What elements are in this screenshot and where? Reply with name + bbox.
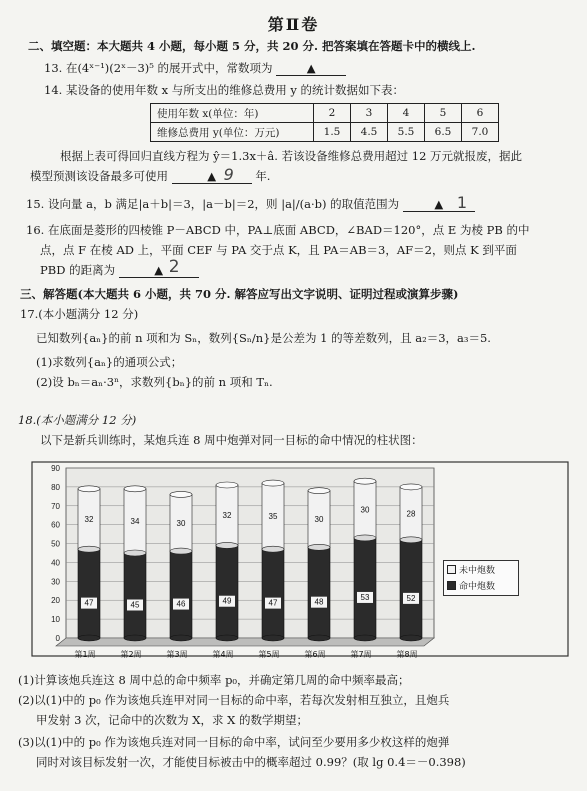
q14-text2: 根据上表可得回归直线方程为 ŷ＝1.3x＋â. 若该设备维修总费用超过 12 万元就报废，据此 — [60, 149, 523, 163]
x-tick-label: 第2周 — [120, 650, 142, 658]
bar-hit — [354, 538, 376, 638]
q14-table — [150, 103, 499, 142]
q18-part3b: 同时对该目标发射一次，才能使目标被击中的概率超过 0.99？(取 lg 0.4＝－0.398) — [36, 755, 466, 769]
data-label-hit: 52 — [406, 593, 416, 603]
q14-row1-label: 使用年数 x(单位：年) — [151, 104, 314, 123]
q14-table-row-years — [151, 104, 499, 123]
bar-hit-base — [170, 635, 192, 641]
bar-hit — [216, 545, 238, 638]
data-label-miss: 32 — [222, 511, 232, 521]
chart-legend — [443, 560, 519, 596]
q14-row2-label: 维修总费用 y(单位：万元) — [151, 123, 314, 142]
x-tick-label: 第6周 — [304, 650, 326, 658]
data-label-miss: 35 — [268, 512, 278, 522]
q16-handwritten-answer: 2 — [168, 257, 180, 277]
bar-joint — [124, 550, 146, 556]
bar-joint — [78, 546, 100, 552]
q13-answer-blank — [276, 61, 346, 76]
data-label-miss: 28 — [406, 509, 416, 519]
q14-cell: 3 — [351, 104, 388, 123]
legend-swatch-miss — [447, 565, 456, 574]
data-label-miss: 34 — [130, 516, 140, 526]
x-tick-label: 第5周 — [258, 650, 280, 658]
bar-hit — [124, 553, 146, 638]
q17-line3: (2)设 bₙ＝aₙ·3ⁿ，求数列{bₙ}的前 n 项和 Tₙ. — [36, 375, 273, 389]
bar-hit — [170, 551, 192, 638]
bar-top — [262, 480, 284, 486]
x-tick-label: 第4周 — [212, 650, 234, 658]
y-tick-label: 0 — [55, 634, 60, 643]
bar-joint — [354, 535, 376, 541]
bar-hit-base — [262, 635, 284, 641]
y-tick-label: 70 — [51, 501, 60, 511]
q16-answer-blank — [119, 257, 199, 278]
bar-top — [216, 482, 238, 488]
q16-line3: PBD 的距离为 — [40, 263, 116, 277]
y-tick-label: 40 — [51, 558, 60, 568]
section2-heading: 二、填空题：本大题共 4 小题，每小题 5 分，共 20 分. 把答案填在答题卡中的横线上. — [28, 39, 476, 53]
q18-part2b: 甲发射 3 次，记命中的次数为 X，求 X 的数学期望； — [36, 713, 308, 727]
bar-hit-base — [354, 635, 376, 641]
bar-hit — [262, 549, 284, 638]
plot-area — [66, 468, 434, 638]
q18-intro: 以下是新兵训练时，某炮兵连 8 周中炮弹对同一目标的命中情况的柱状图： — [40, 433, 423, 447]
bar-joint — [170, 548, 192, 554]
bar-hit-base — [78, 635, 100, 641]
data-label-hit: 45 — [130, 600, 140, 610]
y-tick-label: 10 — [51, 615, 60, 625]
q15-handwritten-answer: 1 — [456, 193, 468, 212]
y-tick-label: 20 — [51, 596, 60, 606]
page-title: 第Ⅱ卷 — [267, 15, 320, 34]
data-label-miss: 30 — [176, 518, 186, 528]
x-tick-label: 第3周 — [166, 650, 188, 658]
legend-item-hit — [444, 577, 518, 593]
bar-hit-base — [308, 635, 330, 641]
q14-cell: 7.0 — [462, 123, 499, 142]
q14-cell: 6 — [462, 104, 499, 123]
q17-line1: 已知数列{aₙ}的前 n 项和为 Sₙ，数列{Sₙ/n}是公差为 1 的等差数列，且 a₂＝3，a₃＝5. — [36, 331, 491, 345]
q14-text: 14. 某设备的使用年数 x 与所支出的维修总费用 y 的统计数据如下表： — [44, 83, 405, 97]
data-label-hit: 46 — [176, 599, 186, 609]
bar-top — [170, 491, 192, 497]
q14-text3: 模型预测该设备最多可使用 — [30, 169, 168, 183]
q14-cell: 2 — [314, 104, 351, 123]
q14-answer-blank — [172, 165, 252, 184]
data-label-miss: 30 — [360, 505, 370, 515]
q15-text: 15. 设向量 a，b 满足|a＋b|＝3，|a－b|＝2，则 |a|/(a·b) 的取值范围为 — [26, 197, 400, 211]
bar-joint — [262, 546, 284, 552]
q16-answer: ▲ — [154, 263, 164, 277]
legend-label-hit: 命中炮数 — [459, 581, 496, 592]
q14-cell: 4.5 — [351, 123, 388, 142]
bar-top — [354, 478, 376, 484]
q18-part1: (1)计算该炮兵连这 8 周中总的命中频率 p₀，并确定第几周的命中频率最高； — [18, 673, 410, 687]
bar-hit-base — [400, 635, 422, 641]
data-label-miss: 32 — [84, 515, 94, 524]
q18-head: 18.(本小题满分 12 分) — [18, 413, 137, 427]
q13-text — [44, 60, 346, 76]
y-tick-label: 30 — [51, 577, 60, 587]
y-tick-label: 90 — [51, 464, 60, 473]
q14-cell: 5.5 — [388, 123, 425, 142]
q14-cell: 4 — [388, 104, 425, 123]
bar-hit-base — [216, 635, 238, 641]
bar-top — [308, 488, 330, 494]
q14-text4: 年. — [255, 169, 271, 183]
bar-chart — [30, 460, 572, 658]
data-label-hit: 48 — [314, 597, 324, 607]
q17-head: 17.(本小题满分 12 分) — [20, 307, 139, 321]
bar-joint — [400, 537, 422, 543]
bar-joint — [216, 542, 238, 548]
q16-line1: 16. 在底面是菱形的四棱锥 P－ABCD 中，PA⊥底面 ABCD，∠BAD＝120°，点 E 为棱 PB 的中 — [26, 223, 530, 237]
q18-part3a: (3)以(1)中的 p₀ 作为该炮兵连对同一目标的命中率，试问至少要用多少枚这样的炮弹 — [18, 735, 450, 749]
x-tick-label: 第7周 — [350, 650, 372, 658]
q14-cell: 5 — [425, 104, 462, 123]
bar-hit-base — [124, 635, 146, 641]
legend-item-miss — [444, 561, 518, 577]
q16-line2: 点，点 F 在棱 AD 上，平面 CEF 与 PA 交于点 K，且 PA＝AB＝3，AF＝2，则点 K 到平面 — [40, 243, 517, 257]
data-label-hit: 47 — [268, 598, 278, 608]
bar-hit — [308, 547, 330, 638]
q14-cell: 1.5 — [314, 123, 351, 142]
data-label-hit: 53 — [360, 592, 370, 602]
x-tick-label: 第1周 — [74, 650, 96, 658]
q15-line — [26, 193, 475, 212]
data-label-hit: 47 — [84, 598, 94, 608]
section3-heading: 三、解答题(本大题共 6 小题，共 70 分. 解答应写出文字说明、证明过程或演算步骤) — [20, 287, 459, 301]
bar-joint — [308, 544, 330, 550]
q14-handwritten-answer: 9 — [223, 165, 234, 184]
legend-label-miss: 未中炮数 — [459, 565, 496, 576]
chart-floor — [56, 638, 434, 646]
q13-answer: ▲ — [306, 61, 316, 75]
q15-answer: ▲ — [434, 197, 444, 211]
q14-text3-line — [30, 165, 271, 184]
bar-hit — [78, 549, 100, 638]
data-label-hit: 49 — [222, 596, 232, 606]
bar-hit — [400, 540, 422, 638]
q16-line3-row — [40, 257, 199, 278]
q18-part2a: (2)以(1)中的 p₀ 作为该炮兵连甲对同一目标的命中率，若每次发射相互独立，且炮兵 — [18, 693, 450, 707]
data-label-miss: 30 — [314, 515, 324, 524]
q14-answer: ▲ — [207, 169, 217, 183]
legend-swatch-hit — [447, 581, 456, 590]
y-tick-label: 50 — [51, 539, 60, 549]
bar-top — [124, 486, 146, 492]
bar-top — [400, 484, 422, 490]
y-tick-label: 60 — [51, 520, 60, 530]
q17-line2: (1)求数列{aₙ}的通项公式； — [36, 355, 183, 369]
q13-stem: 13. 在(4ˣ⁻¹)(2ˣ－3)⁵ 的展开式中，常数项为 — [44, 61, 273, 75]
bar-top — [78, 486, 100, 492]
q14-cell: 6.5 — [425, 123, 462, 142]
q14-table-row-cost — [151, 123, 499, 142]
x-tick-label: 第8周 — [396, 650, 418, 658]
q15-answer-blank — [403, 193, 475, 212]
y-tick-label: 80 — [51, 482, 60, 492]
